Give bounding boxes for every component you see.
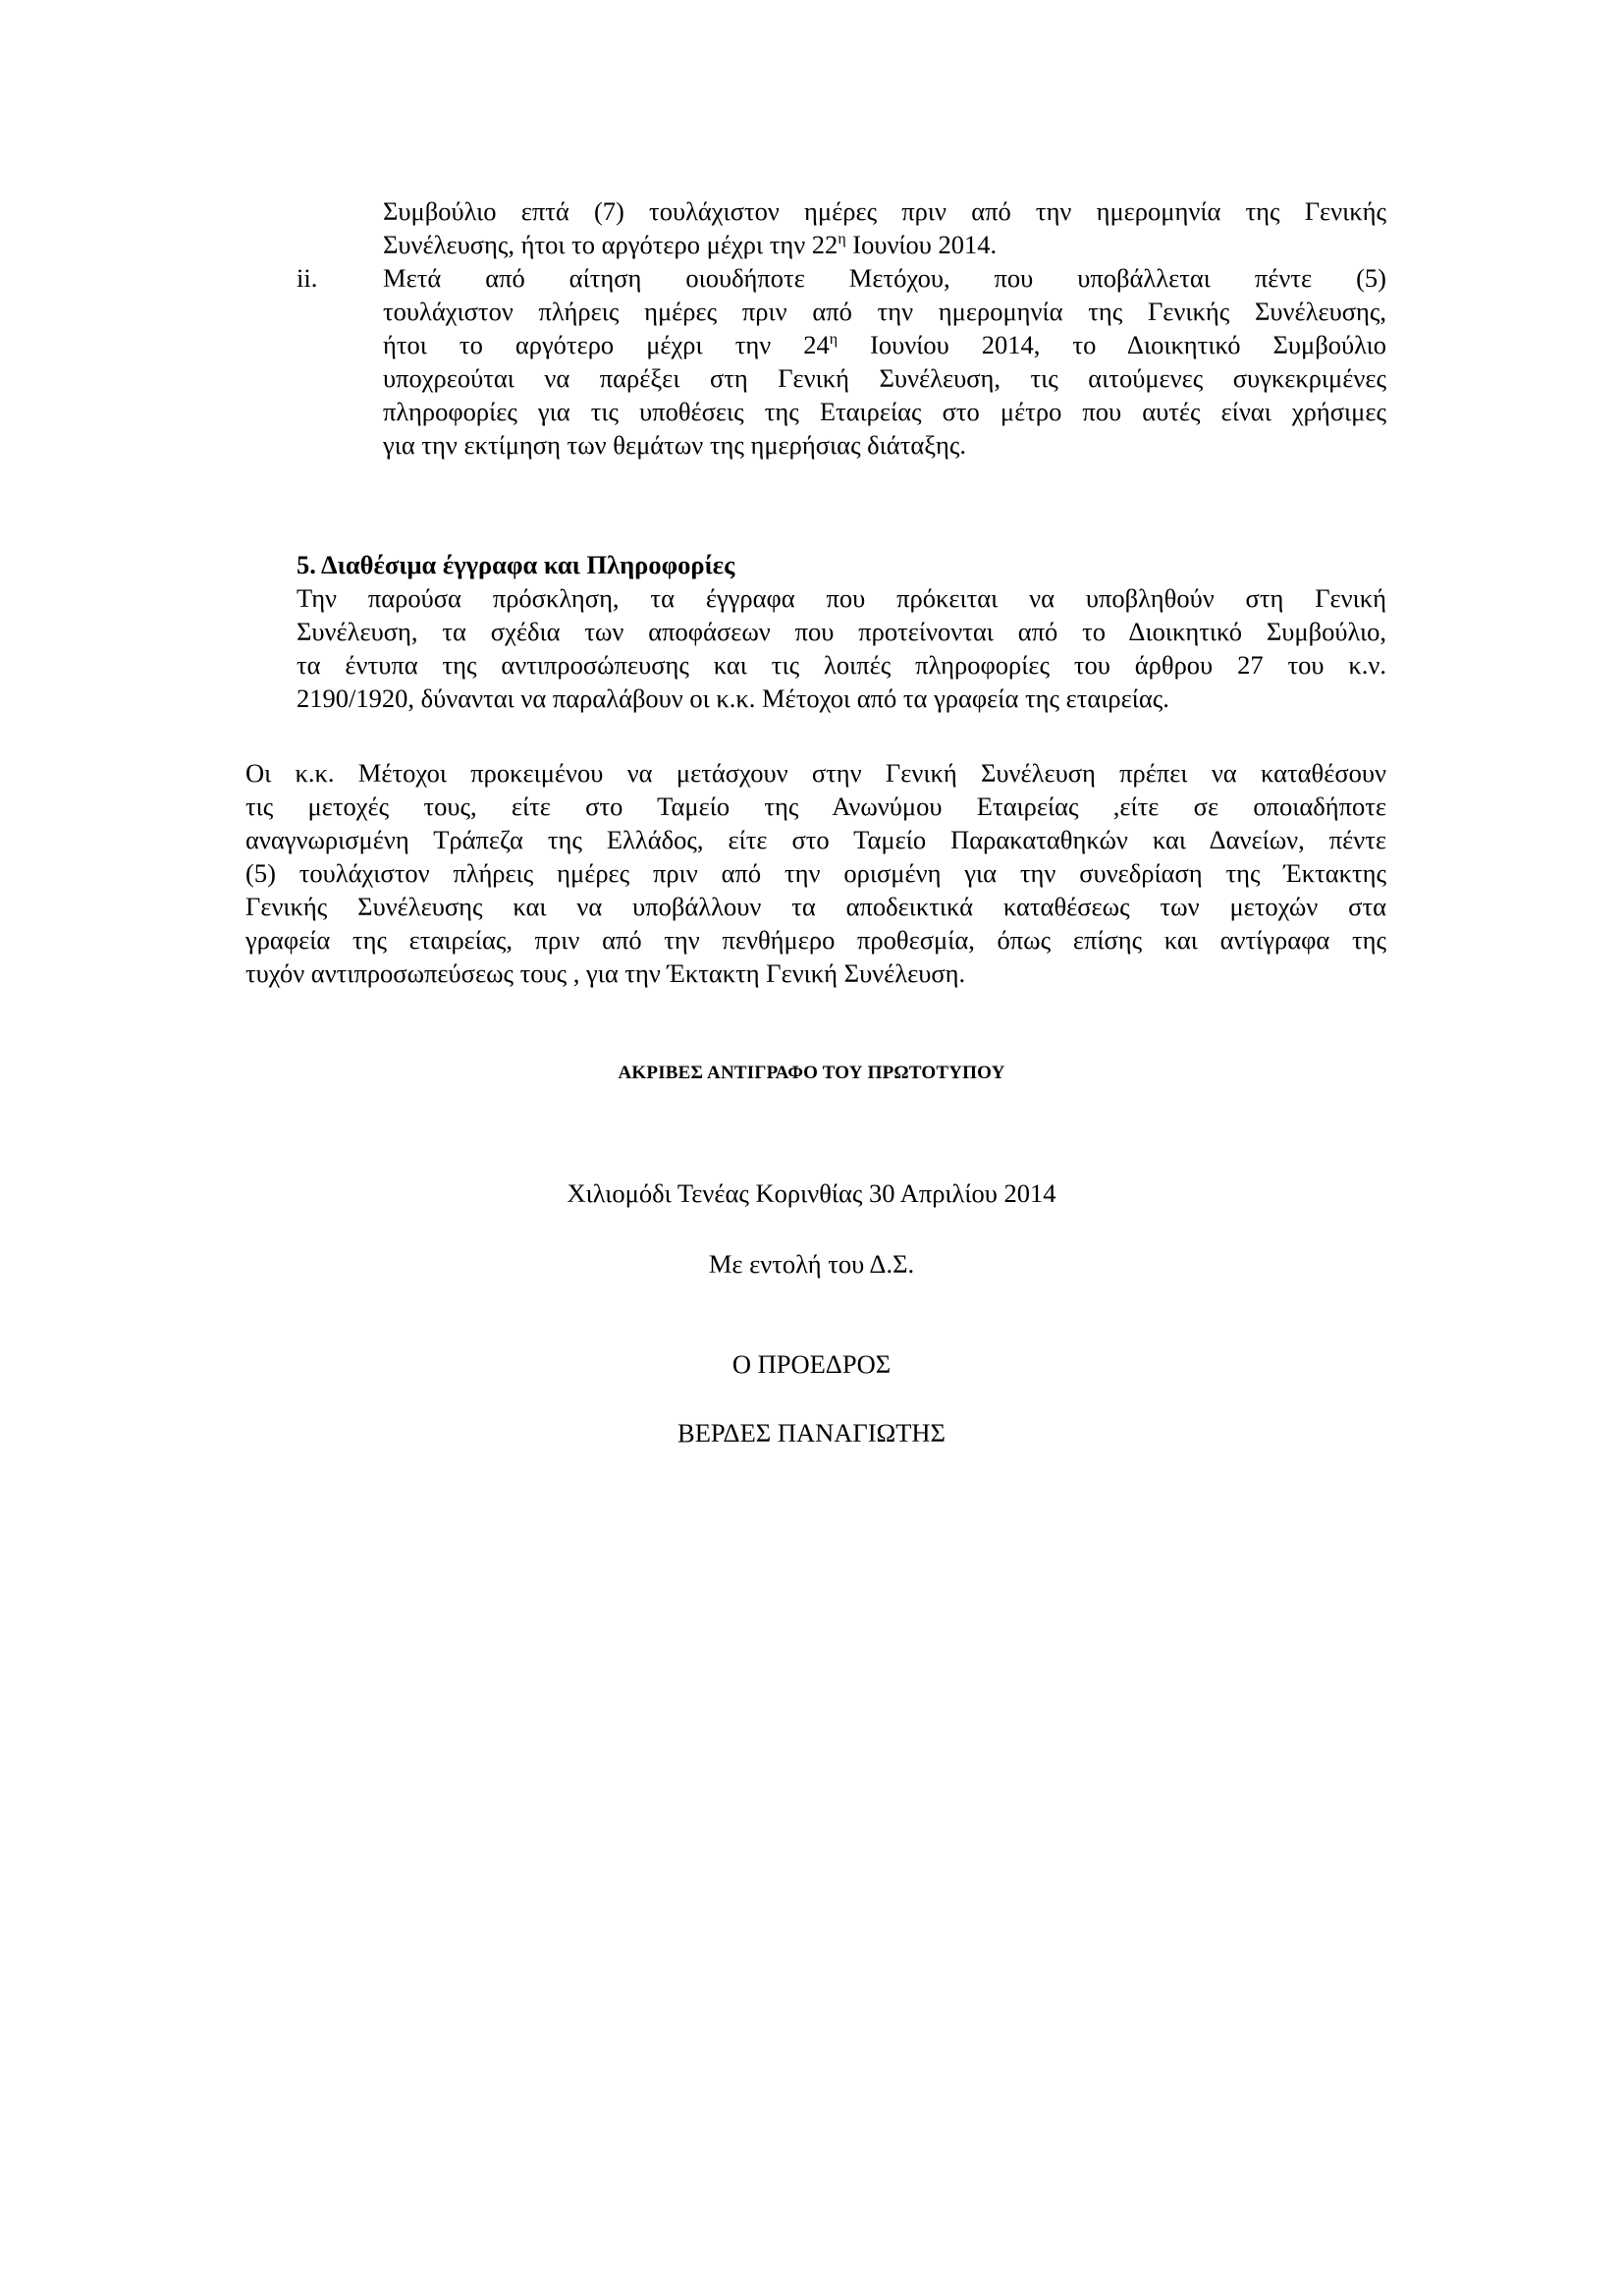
item-ii-label: ii. (297, 263, 318, 293)
section-5 (297, 548, 1386, 715)
shareholders-line-6: γραφεία της εταιρείας, πριν από την πενθήμερο προθεσμία, όπως επίσης και αντίγραφα της (245, 925, 1386, 955)
item-i-line-2-tail: Ιουνίου 2014. (845, 230, 998, 259)
section-5-line-4: 2190/1920, δύνανται να παραλάβουν οι κ.κ. Μέτοχοι από τα γραφεία της εταιρείας. (297, 683, 1169, 713)
president-name: ΒΕΡΔΕΣ ΠΑΝΑΓΙΩΤΗΣ (677, 1418, 946, 1448)
shareholders-paragraph (245, 756, 1386, 990)
item-ii-line-6: για την εκτίμηση των θεμάτων της ημερήσιας διάταξης. (383, 430, 967, 460)
item-ii-line-3-tail: Ιουνίου 2014, το Διοικητικό Συμβούλιο (838, 330, 1387, 359)
item-ii-line-4: υποχρεούται να παρέξει στη Γενική Συνέλευση, τις αιτούμενες συγκεκριμένες (383, 363, 1386, 393)
shareholders-line-2: τις μετοχές τους, είτε στο Ταμείο της Ανωνύμου Εταιρείας ,είτε σε οποιαδήποτε (245, 792, 1386, 821)
item-ii-line-5: πληροφορίες για τις υποθέσεις της Εταιρείας στο μέτρο που αυτές είναι χρήσιμες (383, 397, 1386, 426)
shareholders-line-4: (5) τουλάχιστον πλήρεις ημέρες πριν από την ορισμένη για την συνεδρίαση της Έκτακτης (245, 858, 1386, 888)
item-ii-line-3 (383, 328, 1386, 361)
section-5-heading: 5. Διαθέσιμα έγγραφα και Πληροφορίες (297, 550, 735, 579)
shareholders-line-1: Οι κ.κ. Μέτοχοι προκειμένου να μετάσχουν στην Γενική Συνέλευση πρέπει να καταθέσουν (245, 758, 1386, 788)
president-role: Ο ΠΡΟΕΔΡΟΣ (731, 1349, 892, 1379)
section-5-body (297, 581, 1386, 715)
item-ii (383, 261, 1386, 462)
shareholders-line-3: αναγνωρισμένη Τράπεζα της Ελλάδος, είτε στο Ταμείο Παρακαταθηκών και Δανείων, πέντε (245, 825, 1386, 854)
item-ii-line-1: Μετά από αίτηση οιουδήποτε Μετόχου, που υποβάλλεται πέντε (5) (383, 263, 1386, 293)
item-i-line-2-text: Συνέλευσης, ήτοι το αργότερο μέχρι την 22 (383, 230, 839, 259)
item-ii-line-2: τουλάχιστον πλήρεις ημέρες πριν από την ημερομηνία της Γενικής Συνέλευσης, (383, 297, 1386, 326)
item-ii-sup: η (829, 331, 839, 349)
place-date: Χιλιομόδι Τενέας Κορινθίας 30 Απριλίου 2014 (567, 1178, 1056, 1208)
item-ii-line-3-text: ήτοι το αργότερο μέχρι την 24 (383, 330, 830, 359)
section-5-line-3: τα έντυπα της αντιπροσώπευσης και τις λοιπές πληροφορίες του άρθρου 27 του κ.ν. (297, 650, 1386, 680)
item-i-continuation (383, 194, 1386, 261)
item-i-line-1: Συμβούλιο επτά (7) τουλάχιστον ημέρες πριν από την ημερομηνία της Γενικής (383, 196, 1386, 226)
item-i-sup: η (838, 231, 846, 248)
shareholders-line-5: Γενικής Συνέλευσης και να υποβάλλουν τα αποδεικτικά καταθέσεως των μετοχών στα (245, 892, 1386, 921)
item-i-line-2 (383, 228, 1386, 261)
certified-copy-title: ΑΚΡΙΒΕΣ ΑΝΤΙΓΡΑΦΟ ΤΟΥ ΠΡΩΤΟΤΥΠΟΥ (618, 1063, 1005, 1083)
by-order: Με εντολή του Δ.Σ. (708, 1249, 915, 1279)
section-5-line-2: Συνέλευση, τα σχέδια των αποφάσεων που προτείνονται από το Διοικητικό Συμβούλιο, (297, 617, 1386, 646)
section-5-line-1: Την παρούσα πρόσκληση, τα έγγραφα που πρόκειται να υποβληθούν στη Γενική (297, 583, 1386, 613)
shareholders-line-7: τυχόν αντιπροσωπεύσεως τους , για την Έκτακτη Γενική Συνέλευση. (245, 958, 966, 988)
